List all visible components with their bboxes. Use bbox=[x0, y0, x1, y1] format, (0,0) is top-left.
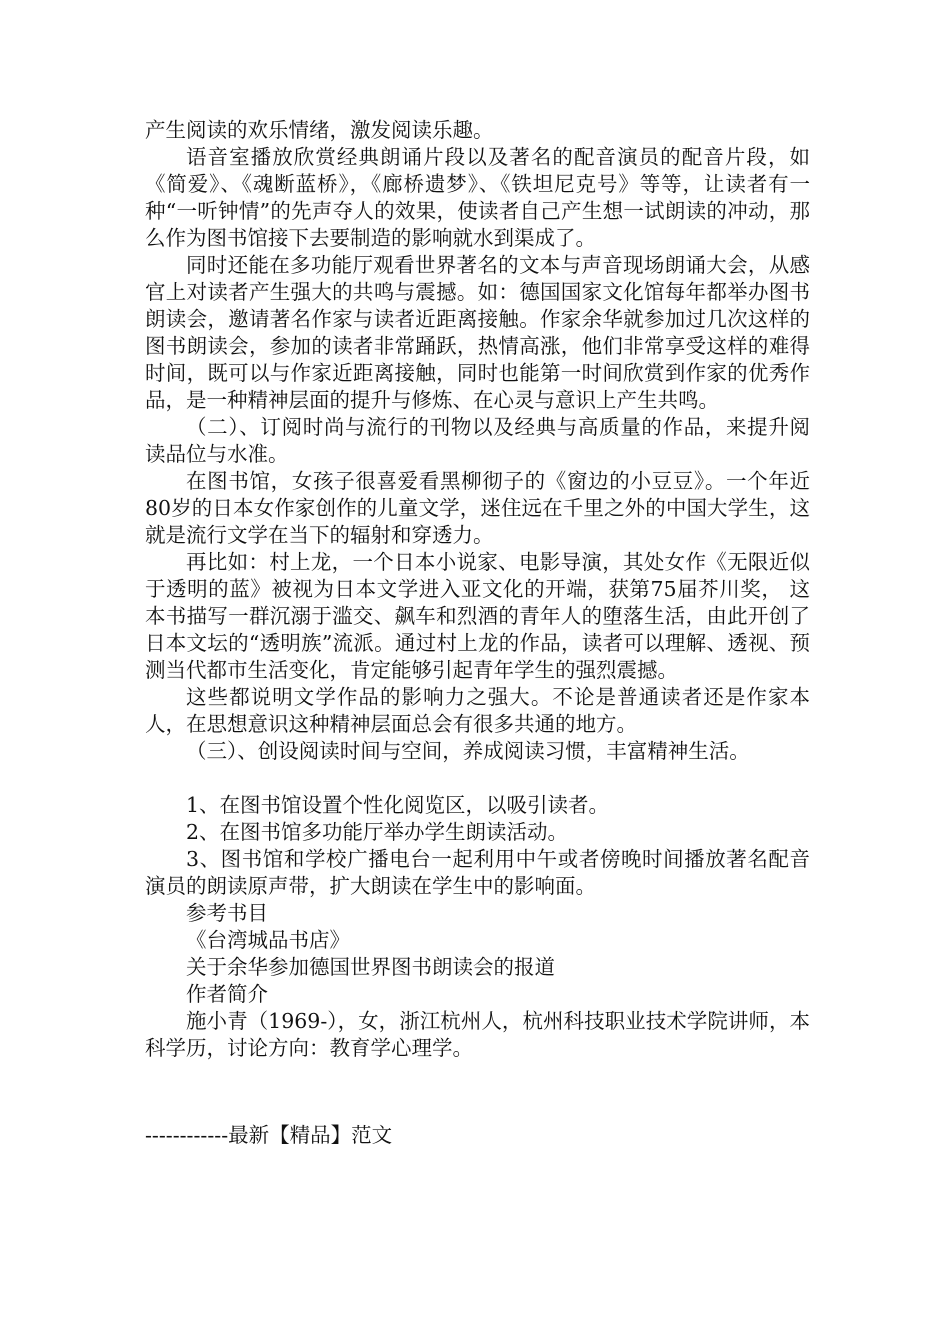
reference-item: 关于余华参加德国世界图书朗读会的报道 bbox=[186, 955, 555, 979]
reference-item: 《台湾城品书店》 bbox=[186, 928, 350, 952]
footer-banner: ------------最新【精品】范文 bbox=[145, 1123, 393, 1147]
author-bio: 施小青（1969-），女，浙江杭州人，杭州科技职业技术学院讲师，本科学历，讨论方向：教育学心理学。 bbox=[145, 1009, 810, 1060]
paragraph-literary-influence: 这些都说明文学作品的影响力之强大。不论是普通读者还是作家本人，在思想意识这种精神层面总会有很多共通的地方。 bbox=[145, 685, 810, 736]
document-body bbox=[145, 117, 810, 1062]
list-item: 3、图书馆和学校广播电台一起利用中午或者傍晚时间播放著名配音演员的朗读原声带，扩大朗读在学生中的影响面。 bbox=[145, 847, 810, 898]
paragraph-voice-room: 语音室播放欣赏经典朗诵片段以及著名的配音演员的配音片段，如《简爱》、《魂断蓝桥》，《廊桥遗梦》、《铁坦尼克号》等等，让读者有一种“一听钟情”的先声夺人的效果，使读者自己产生想一试朗读的冲动，那么作为图书馆接下去要制造的影响就水到渠成了。 bbox=[145, 145, 810, 250]
list-item: 2、在图书馆多功能厅举办学生朗读活动。 bbox=[186, 820, 569, 844]
references-heading: 参考书目 bbox=[186, 901, 268, 925]
list-item: 1、在图书馆设置个性化阅览区，以吸引读者。 bbox=[186, 793, 610, 817]
paragraph-murakami-ryu: 再比如：村上龙，一个日本小说家、电影导演，其处女作《无限近似于透明的蓝》被视为日本文学进入亚文化的开端，获第75届芥川奖， 这本书描写一群沉溺于滥交、飙车和烈酒的青年人的堕落生活，由此开创了日本文坛的“透明族”流派。通过村上龙的作品，读者可以理解、透视、预测当代都市生活变化，肯定能够引起青年学生的强烈震撼。 bbox=[145, 550, 810, 682]
blank-line bbox=[145, 765, 810, 792]
section-heading-three: （三）、创设阅读时间与空间，养成阅读习惯，丰富精神生活。 bbox=[186, 739, 750, 763]
section-heading-two: （二）、订阅时尚与流行的刊物以及经典与高质量的作品，来提升阅读品位与水准。 bbox=[145, 415, 810, 466]
paragraph-continuation: 产生阅读的欢乐情绪，激发阅读乐趣。 bbox=[145, 118, 494, 142]
paragraph-totto-chan: 在图书馆，女孩子很喜爱看黑柳彻子的《窗边的小豆豆》。一个年近80岁的日本女作家创作的儿童文学，迷住远在千里之外的中国大学生，这就是流行文学在当下的辐射和穿透力。 bbox=[145, 469, 810, 547]
paragraph-multifunction-hall: 同时还能在多功能厅观看世界著名的文本与声音现场朗诵大会，从感官上对读者产生强大的共鸣与震撼。如：德国国家文化馆每年都举办图书朗读会，邀请著名作家与读者近距离接触。作家余华就参加过几次这样的图书朗读会，参加的读者非常踊跃，热情高涨，他们非常享受这样的难得时间，既可以与作家近距离接触，同时也能第一时间欣赏到作家的优秀作品，是一种精神层面的提升与修炼、在心灵与意识上产生共鸣。 bbox=[145, 253, 810, 412]
author-heading: 作者简介 bbox=[186, 982, 268, 1006]
